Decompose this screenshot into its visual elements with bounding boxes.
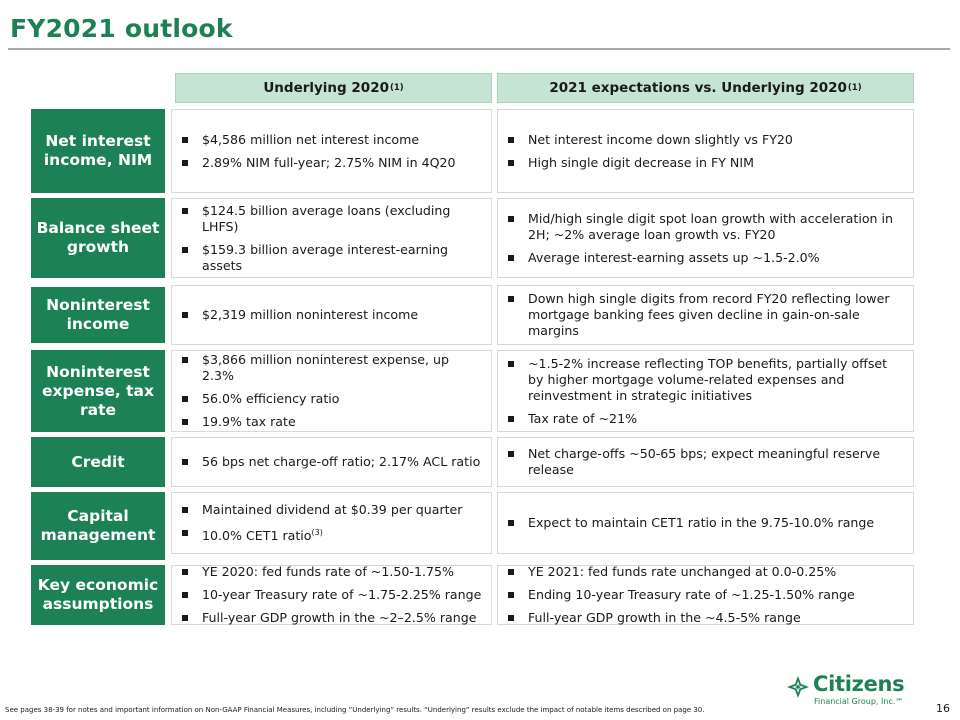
bullet-item — [508, 587, 905, 603]
bullet-text-content: 2.89% NIM full-year; 2.75% NIM in 4Q20 — [202, 154, 456, 170]
bullet-text — [528, 356, 905, 404]
bullet-item — [508, 250, 905, 266]
expectations-2021-cell — [497, 565, 914, 625]
expectations-2021-cell — [497, 285, 914, 345]
footnote-marker: (1) — [847, 83, 862, 93]
square-bullet-icon — [508, 416, 514, 422]
square-bullet-icon — [182, 419, 188, 425]
bullet-text — [528, 132, 793, 148]
square-bullet-icon — [182, 312, 188, 318]
bullet-item — [182, 307, 483, 323]
bullet-text — [528, 515, 874, 531]
bullet-text — [202, 502, 462, 518]
square-bullet-icon — [182, 569, 188, 575]
square-bullet-icon — [508, 569, 514, 575]
row-label: Key economic assumptions — [31, 565, 165, 625]
bullet-text — [202, 242, 483, 274]
bullet-text-content: Net charge-offs ~50-65 bps; expect meaningful reserve release — [528, 446, 881, 477]
bullet-text-content: ~1.5-2% increase reflecting TOP benefits, partially offset by higher mortgage volume-related expenses and reinvestment in strategic initiatives — [528, 355, 888, 403]
bullet-text — [202, 564, 454, 580]
bullet-item — [182, 587, 483, 603]
square-bullet-icon — [508, 216, 514, 222]
bullet-item — [182, 203, 483, 235]
bullet-item — [182, 610, 483, 626]
bullet-text-content: $2,319 million noninterest income — [202, 307, 419, 322]
square-bullet-icon — [182, 137, 188, 143]
bullet-text-content: $4,586 million net interest income — [202, 131, 420, 147]
bullet-item — [182, 454, 483, 470]
bullet-item — [508, 515, 905, 531]
square-bullet-icon — [508, 296, 514, 302]
underlying-2020-cell — [171, 565, 492, 625]
square-bullet-icon — [182, 507, 188, 513]
bullet-item — [182, 155, 483, 171]
square-bullet-icon — [182, 396, 188, 402]
bullet-text — [202, 414, 296, 430]
square-bullet-icon — [182, 530, 188, 536]
bullet-item — [508, 356, 905, 404]
bullet-text-content: Maintained dividend at $0.39 per quarter — [202, 502, 463, 517]
row-label: Noninterest income — [31, 287, 165, 343]
expectations-2021-cell — [497, 350, 914, 432]
bullet-text — [202, 352, 483, 384]
bullet-item — [508, 211, 905, 243]
square-bullet-icon — [182, 615, 188, 621]
bullet-item — [508, 291, 905, 339]
bullet-item — [182, 502, 483, 518]
bullet-item — [508, 446, 905, 478]
bullet-item — [508, 411, 905, 427]
column-header-2021-expectations — [497, 73, 914, 103]
square-bullet-icon — [508, 520, 514, 526]
bullet-item — [508, 132, 905, 148]
bullet-text-content: Full-year GDP growth in the ~4.5-5% range — [528, 610, 801, 625]
citizens-logo-icon — [787, 676, 809, 698]
expectations-2021-cell — [497, 109, 914, 193]
bullet-text-content: Average interest-earning assets up ~1.5-2.0% — [528, 249, 820, 265]
square-bullet-icon — [182, 208, 188, 214]
bullet-text-content: 10.0% CET1 ratio — [202, 528, 312, 543]
row-label: Net interest income, NIM — [31, 109, 165, 193]
bullet-text — [528, 587, 855, 603]
footnote-marker: (1) — [389, 83, 404, 93]
square-bullet-icon — [182, 247, 188, 253]
citizens-logo — [787, 672, 912, 711]
square-bullet-icon — [508, 137, 514, 143]
bullet-text-content: Mid/high single digit spot loan growth with acceleration in 2H; ~2% average loan growth vs. FY20 — [528, 210, 893, 242]
footnote: See pages 38-39 for notes and important information on Non-GAAP Financial Measures, including “Underlying” results. “Underlying” results exclude the impact of notable items described on page 30. — [5, 706, 705, 714]
bullet-text — [202, 307, 418, 323]
bullet-text-content: 10-year Treasury rate of ~1.75-2.25% range — [202, 587, 482, 602]
bullet-text — [528, 250, 820, 266]
square-bullet-icon — [182, 160, 188, 166]
column-header-label: Underlying 2020 — [263, 80, 389, 96]
bullet-text — [202, 610, 476, 626]
square-bullet-icon — [182, 357, 188, 363]
bullet-text-content: YE 2021: fed funds rate unchanged at 0.0-0.25% — [528, 564, 837, 579]
bullet-text-content: YE 2020: fed funds rate of ~1.50-1.75% — [202, 564, 454, 579]
square-bullet-icon — [508, 361, 514, 367]
bullet-item — [508, 155, 905, 171]
row-label: Credit — [31, 437, 165, 487]
bullet-item — [182, 132, 483, 148]
bullet-item — [182, 564, 483, 580]
square-bullet-icon — [508, 451, 514, 457]
bullet-text-content: 56 bps net charge-off ratio; 2.17% ACL ratio — [202, 454, 481, 469]
bullet-text — [528, 610, 801, 626]
bullet-text-content: Ending 10-year Treasury rate of ~1.25-1.50% range — [528, 587, 855, 602]
underlying-2020-cell — [171, 350, 492, 432]
column-header-underlying-2020 — [175, 73, 492, 103]
square-bullet-icon — [182, 459, 188, 465]
underlying-2020-cell — [171, 109, 492, 193]
logo-subtitle: Financial Group, Inc.℠ — [814, 697, 904, 706]
bullet-text — [202, 391, 340, 407]
page-title: FY2021 outlook — [10, 14, 233, 43]
bullet-text — [202, 587, 481, 603]
bullet-text — [528, 155, 754, 171]
bullet-text-content: Full-year GDP growth in the ~2–2.5% range — [202, 610, 477, 625]
bullet-text — [528, 291, 905, 339]
square-bullet-icon — [508, 160, 514, 166]
bullet-text — [528, 411, 637, 427]
bullet-text — [202, 132, 419, 148]
bullet-item — [508, 610, 905, 626]
square-bullet-icon — [508, 592, 514, 598]
bullet-text-content: $3,866 million noninterest expense, up 2.3% — [202, 352, 450, 383]
column-header-label: 2021 expectations vs. Underlying 2020 — [549, 80, 847, 96]
expectations-2021-cell — [497, 198, 914, 278]
bullet-text — [528, 564, 836, 580]
page-number: 16 — [936, 702, 950, 715]
logo-wordmark: Citizens — [813, 672, 905, 696]
underlying-2020-cell — [171, 285, 492, 345]
bullet-text — [202, 454, 480, 470]
square-bullet-icon — [182, 592, 188, 598]
row-label: Noninterest expense, tax rate — [31, 350, 165, 432]
underlying-2020-cell — [171, 437, 492, 487]
bullet-text-content: Net interest income down slightly vs FY20 — [528, 131, 793, 147]
bullet-text-content: 19.9% tax rate — [202, 414, 296, 429]
expectations-2021-cell — [497, 492, 914, 554]
bullet-item — [182, 242, 483, 274]
bullet-text-content: Tax rate of ~21% — [528, 410, 638, 426]
bullet-item — [182, 352, 483, 384]
bullet-text — [202, 155, 456, 171]
square-bullet-icon — [508, 615, 514, 621]
expectations-2021-cell — [497, 437, 914, 487]
underlying-2020-cell — [171, 198, 492, 278]
underlying-2020-cell — [171, 492, 492, 554]
square-bullet-icon — [508, 255, 514, 261]
bullet-item — [182, 391, 483, 407]
row-label: Balance sheet growth — [31, 198, 165, 278]
bullet-text-content: 56.0% efficiency ratio — [202, 391, 340, 406]
row-label: Capital management — [31, 492, 165, 560]
bullet-text — [528, 211, 905, 243]
bullet-text — [202, 525, 323, 544]
bullet-text-content: $124.5 billion average loans (excluding LHFS) — [202, 202, 451, 234]
bullet-text — [528, 446, 905, 478]
bullet-item — [182, 414, 483, 430]
bullet-item — [182, 525, 483, 544]
title-divider — [8, 48, 950, 50]
bullet-item — [508, 564, 905, 580]
footnote-marker: (3) — [311, 528, 323, 537]
bullet-text-content: Expect to maintain CET1 ratio in the 9.75-10.0% range — [528, 515, 875, 530]
bullet-text-content: Down high single digits from record FY20 reflecting lower mortgage banking fees given decline in gain-on-sale margins — [528, 291, 890, 338]
bullet-text-content: $159.3 billion average interest-earning assets — [202, 241, 449, 273]
bullet-text-content: High single digit decrease in FY NIM — [528, 154, 754, 170]
bullet-text — [202, 203, 483, 235]
